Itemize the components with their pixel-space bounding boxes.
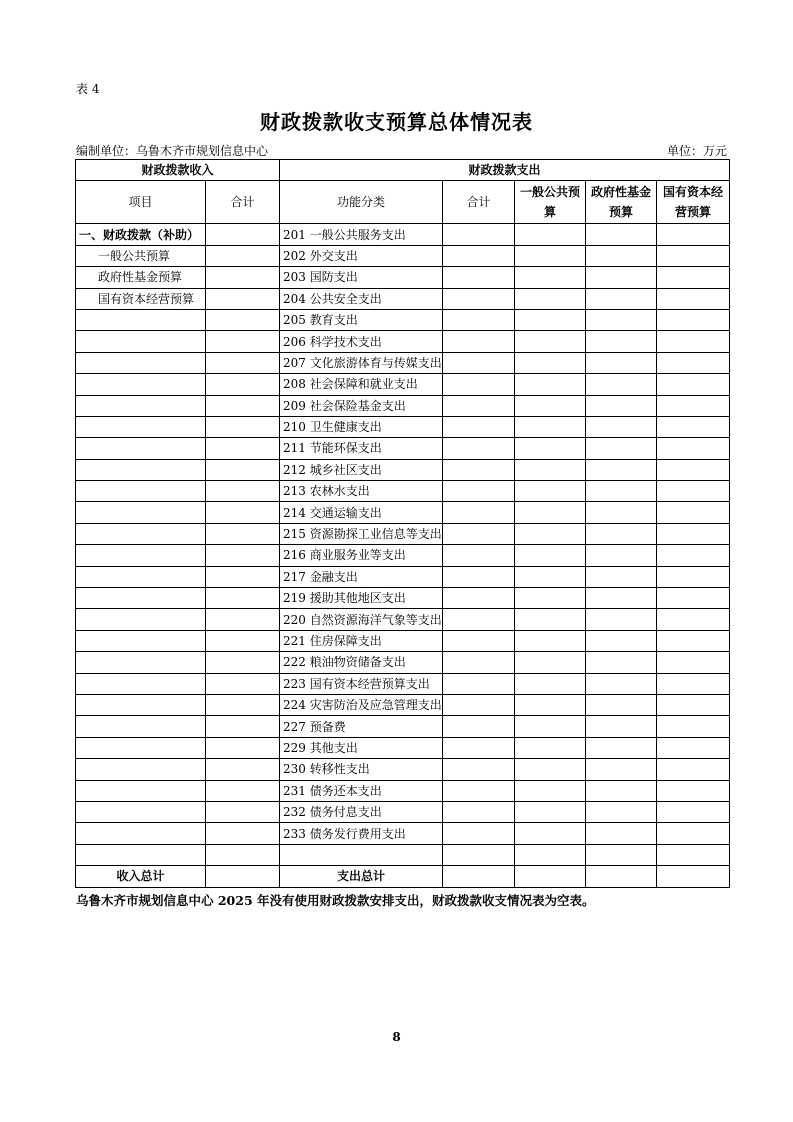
currency-unit: 单位：万元	[666, 144, 727, 158]
table-cell	[515, 523, 586, 544]
income-item-cell: 国有资本经营预算	[76, 288, 206, 309]
table-cell	[443, 630, 515, 651]
table-cell	[657, 694, 730, 715]
table-cell	[206, 716, 280, 737]
table-cell	[76, 823, 206, 844]
table-row	[76, 652, 730, 673]
expense-function-cell: 204 公共安全支出	[280, 288, 443, 309]
expense-function-cell: 220 自然资源海洋气象等支出	[280, 609, 443, 630]
table-cell	[443, 716, 515, 737]
table-cell	[443, 609, 515, 630]
table-cell	[657, 245, 730, 266]
table-cell	[657, 823, 730, 844]
table-cell	[515, 609, 586, 630]
income-total-label: 收入总计	[76, 866, 206, 887]
table-cell	[443, 288, 515, 309]
expense-function-cell: 209 社会保险基金支出	[280, 395, 443, 416]
table-cell	[76, 844, 206, 865]
table-cell	[657, 759, 730, 780]
table-cell	[76, 481, 206, 502]
table-cell	[206, 331, 280, 352]
expense-function-cell: 215 资源勘探工业信息等支出	[280, 523, 443, 544]
table-cell	[206, 780, 280, 801]
table-cell	[443, 352, 515, 373]
table-cell	[76, 716, 206, 737]
table-cell	[515, 737, 586, 758]
income-group-header: 财政拨款收入	[76, 160, 280, 181]
totals-row	[76, 866, 730, 887]
table-cell	[515, 545, 586, 566]
table-cell	[76, 609, 206, 630]
expense-function-cell: 210 卫生健康支出	[280, 416, 443, 437]
table-cell	[76, 438, 206, 459]
table-cell	[443, 502, 515, 523]
table-cell	[515, 374, 586, 395]
expense-total-label: 支出总计	[280, 866, 443, 887]
expense-group-header: 财政拨款支出	[280, 160, 730, 181]
table-cell	[657, 224, 730, 245]
table-cell	[206, 652, 280, 673]
table-cell	[206, 630, 280, 651]
table-cell	[443, 267, 515, 288]
table-cell	[76, 801, 206, 822]
table-cell	[206, 374, 280, 395]
table-cell	[443, 780, 515, 801]
table-cell	[206, 352, 280, 373]
table-cell	[515, 416, 586, 437]
table-cell	[515, 652, 586, 673]
table-cell	[515, 502, 586, 523]
table-body	[76, 224, 730, 866]
table-cell	[76, 545, 206, 566]
table-cell	[586, 331, 657, 352]
table-cell	[657, 374, 730, 395]
table-cell	[515, 395, 586, 416]
table-row	[76, 523, 730, 544]
income-item-cell: 一、财政拨款（补助）	[76, 224, 206, 245]
table-cell	[206, 523, 280, 544]
table-cell	[206, 267, 280, 288]
table-row	[76, 267, 730, 288]
table-cell	[515, 823, 586, 844]
expense-function-cell: 213 农林水支出	[280, 481, 443, 502]
page-number: 8	[392, 1030, 401, 1044]
table-row	[76, 288, 730, 309]
table-cell	[657, 566, 730, 587]
table-cell	[586, 459, 657, 480]
expense-function-cell: 201 一般公共服务支出	[280, 224, 443, 245]
table-cell	[76, 630, 206, 651]
table-row	[76, 801, 730, 822]
table-cell	[206, 438, 280, 459]
table-cell	[586, 309, 657, 330]
table-cell	[586, 395, 657, 416]
expense-function-cell: 202 外交支出	[280, 245, 443, 266]
table-cell	[515, 309, 586, 330]
table-cell	[657, 502, 730, 523]
expense-function-cell: 231 债务还本支出	[280, 780, 443, 801]
table-cell	[206, 866, 280, 887]
table-cell	[657, 716, 730, 737]
table-cell	[515, 694, 586, 715]
table-cell	[443, 588, 515, 609]
table-cell	[657, 416, 730, 437]
table-cell	[657, 267, 730, 288]
table-cell	[657, 481, 730, 502]
table-row	[76, 780, 730, 801]
expense-function-cell: 230 转移性支出	[280, 759, 443, 780]
table-cell	[443, 416, 515, 437]
table-cell	[515, 459, 586, 480]
table-row	[76, 352, 730, 373]
income-item-cell: 政府性基金预算	[76, 267, 206, 288]
table-cell	[206, 224, 280, 245]
expense-function-cell: 205 教育支出	[280, 309, 443, 330]
table-cell	[515, 267, 586, 288]
table-row	[76, 844, 730, 865]
table-cell	[586, 780, 657, 801]
table-cell	[206, 545, 280, 566]
page-title: 财政拨款收支预算总体情况表	[260, 110, 533, 134]
table-cell	[515, 759, 586, 780]
table-cell	[76, 395, 206, 416]
table-row	[76, 588, 730, 609]
table-cell	[76, 694, 206, 715]
table-cell	[586, 759, 657, 780]
table-cell	[515, 630, 586, 651]
table-cell	[657, 630, 730, 651]
table-row	[76, 716, 730, 737]
table-cell	[515, 566, 586, 587]
table-cell	[586, 267, 657, 288]
table-cell	[515, 801, 586, 822]
table-cell	[443, 823, 515, 844]
table-row	[76, 823, 730, 844]
table-cell	[443, 523, 515, 544]
table-cell	[515, 288, 586, 309]
table-cell	[515, 716, 586, 737]
table-cell	[443, 438, 515, 459]
table-row	[76, 759, 730, 780]
table-cell	[586, 609, 657, 630]
table-cell	[586, 545, 657, 566]
table-row	[76, 416, 730, 437]
table-row	[76, 374, 730, 395]
table-cell	[515, 438, 586, 459]
col-header-state-capital-budget: 国有资本经营预算	[657, 181, 730, 224]
table-cell	[657, 652, 730, 673]
table-cell	[657, 737, 730, 758]
table-cell	[586, 801, 657, 822]
table-cell	[206, 759, 280, 780]
expense-function-cell	[280, 844, 443, 865]
table-cell	[515, 331, 586, 352]
expense-function-cell: 224 灾害防治及应急管理支出	[280, 694, 443, 715]
table-cell	[586, 652, 657, 673]
table-cell	[443, 759, 515, 780]
table-cell	[586, 673, 657, 694]
table-cell	[586, 374, 657, 395]
col-header-general-budget: 一般公共预算	[515, 181, 586, 224]
table-cell	[443, 309, 515, 330]
table-cell	[657, 844, 730, 865]
table-row	[76, 673, 730, 694]
table-cell	[586, 630, 657, 651]
table-cell	[515, 844, 586, 865]
expense-function-cell: 216 商业服务业等支出	[280, 545, 443, 566]
expense-function-cell: 222 粮油物资储备支出	[280, 652, 443, 673]
table-cell	[443, 866, 515, 887]
table-cell	[515, 588, 586, 609]
col-header-function-class: 功能分类	[280, 181, 443, 224]
table-cell	[657, 866, 730, 887]
table-cell	[206, 309, 280, 330]
table-cell	[586, 288, 657, 309]
table-cell	[443, 374, 515, 395]
table-cell	[515, 780, 586, 801]
table-cell	[443, 844, 515, 865]
table-cell	[76, 502, 206, 523]
table-cell	[76, 566, 206, 587]
table-cell	[515, 245, 586, 266]
table-cell	[657, 801, 730, 822]
table-cell	[515, 352, 586, 373]
table-cell	[443, 566, 515, 587]
table-row	[76, 481, 730, 502]
table-cell	[76, 416, 206, 437]
table-cell	[206, 481, 280, 502]
table-cell	[76, 652, 206, 673]
table-cell	[443, 545, 515, 566]
expense-function-cell: 233 债务发行费用支出	[280, 823, 443, 844]
table-cell	[443, 331, 515, 352]
table-cell	[515, 866, 586, 887]
table-cell	[206, 502, 280, 523]
table-row	[76, 694, 730, 715]
table-cell	[586, 438, 657, 459]
col-header-expense-total: 合计	[443, 181, 515, 224]
table-row	[76, 545, 730, 566]
table-cell	[657, 395, 730, 416]
table-row	[76, 245, 730, 266]
table-cell	[443, 737, 515, 758]
table-row	[76, 459, 730, 480]
table-cell	[76, 352, 206, 373]
table-row	[76, 630, 730, 651]
table-cell	[76, 588, 206, 609]
table-cell	[586, 416, 657, 437]
table-cell	[206, 288, 280, 309]
table-cell	[586, 566, 657, 587]
table-cell	[657, 438, 730, 459]
expense-function-cell: 223 国有资本经营预算支出	[280, 673, 443, 694]
table-cell	[443, 245, 515, 266]
table-cell	[206, 395, 280, 416]
table-cell	[586, 224, 657, 245]
table-cell	[206, 737, 280, 758]
table-cell	[206, 694, 280, 715]
table-cell	[657, 780, 730, 801]
budget-table	[75, 159, 730, 888]
expense-function-cell: 211 节能环保支出	[280, 438, 443, 459]
table-cell	[76, 737, 206, 758]
table-cell	[657, 523, 730, 544]
table-cell	[657, 352, 730, 373]
table-cell	[76, 374, 206, 395]
expense-function-cell: 212 城乡社区支出	[280, 459, 443, 480]
table-cell	[206, 673, 280, 694]
table-cell	[206, 609, 280, 630]
expense-function-cell: 206 科学技术支出	[280, 331, 443, 352]
table-cell	[586, 502, 657, 523]
table-cell	[443, 224, 515, 245]
table-cell	[657, 609, 730, 630]
table-cell	[76, 673, 206, 694]
expense-function-cell: 203 国防支出	[280, 267, 443, 288]
expense-function-cell: 214 交通运输支出	[280, 502, 443, 523]
table-cell	[657, 673, 730, 694]
table-cell	[586, 694, 657, 715]
table-cell	[443, 395, 515, 416]
footnote: 乌鲁木齐市规划信息中心 2025 年没有使用财政拨款安排支出，财政拨款收支情况表为空表。	[76, 893, 595, 908]
table-cell	[657, 588, 730, 609]
table-row	[76, 309, 730, 330]
expense-function-cell: 207 文化旅游体育与传媒支出	[280, 352, 443, 373]
table-cell	[206, 566, 280, 587]
table-cell	[76, 459, 206, 480]
table-cell	[76, 309, 206, 330]
expense-function-cell: 219 援助其他地区支出	[280, 588, 443, 609]
table-cell	[586, 866, 657, 887]
table-cell	[206, 588, 280, 609]
compiler-unit: 编制单位：乌鲁木齐市规划信息中心	[76, 144, 269, 158]
table-cell	[586, 523, 657, 544]
table-number-label: 表 4	[76, 82, 100, 96]
table-cell	[586, 352, 657, 373]
table-cell	[76, 780, 206, 801]
table-cell	[76, 759, 206, 780]
table-row	[76, 609, 730, 630]
table-cell	[206, 459, 280, 480]
table-cell	[657, 288, 730, 309]
table-cell	[657, 459, 730, 480]
table-row	[76, 395, 730, 416]
table-cell	[206, 844, 280, 865]
table-cell	[443, 673, 515, 694]
table-cell	[586, 737, 657, 758]
table-cell	[206, 416, 280, 437]
table-cell	[206, 823, 280, 844]
table-cell	[586, 823, 657, 844]
expense-function-cell: 227 预备费	[280, 716, 443, 737]
table-row	[76, 331, 730, 352]
table-cell	[443, 459, 515, 480]
table-cell	[206, 801, 280, 822]
col-header-fund-budget: 政府性基金预算	[586, 181, 657, 224]
table-cell	[76, 523, 206, 544]
expense-function-cell: 208 社会保障和就业支出	[280, 374, 443, 395]
expense-function-cell: 221 住房保障支出	[280, 630, 443, 651]
expense-function-cell: 229 其他支出	[280, 737, 443, 758]
table-cell	[443, 694, 515, 715]
income-item-cell: 一般公共预算	[76, 245, 206, 266]
table-cell	[586, 844, 657, 865]
table-cell	[657, 331, 730, 352]
expense-function-cell: 232 债务付息支出	[280, 801, 443, 822]
table-cell	[657, 309, 730, 330]
col-header-income-total: 合计	[206, 181, 280, 224]
table-row	[76, 224, 730, 245]
table-cell	[657, 545, 730, 566]
table-cell	[515, 673, 586, 694]
table-cell	[586, 481, 657, 502]
table-cell	[443, 652, 515, 673]
table-cell	[76, 331, 206, 352]
table-cell	[206, 245, 280, 266]
table-row	[76, 737, 730, 758]
table-row	[76, 438, 730, 459]
table-row	[76, 566, 730, 587]
table-cell	[586, 245, 657, 266]
table-cell	[515, 481, 586, 502]
col-header-item: 项目	[76, 181, 206, 224]
table-cell	[443, 481, 515, 502]
table-cell	[586, 716, 657, 737]
table-cell	[443, 801, 515, 822]
expense-function-cell: 217 金融支出	[280, 566, 443, 587]
table-row	[76, 502, 730, 523]
table-cell	[515, 224, 586, 245]
table-cell	[586, 588, 657, 609]
